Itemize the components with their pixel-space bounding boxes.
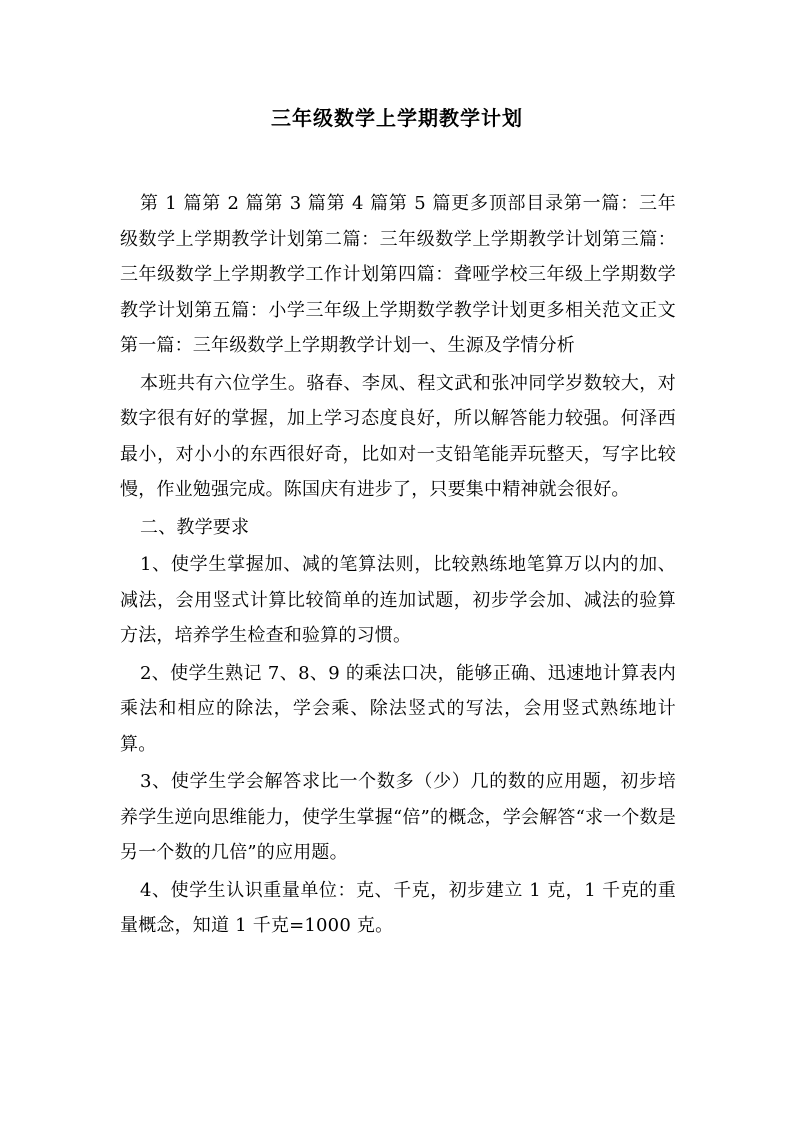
document-title: 三年级数学上学期教学计划: [271, 106, 523, 130]
requirement-item-2: 2、使学生熟记 7、8、9 的乘法口决，能够正确、迅速地计算表内乘法和相应的除法，学会乘、除法竖式的写法，会用竖式熟练地计算。: [120, 662, 676, 755]
requirement-item-1: 1、使学生掌握加、减的笔算法则，比较熟练地笔算万以内的加、减法，会用竖式计算比较简单的连加试题，初步学会加、减法的验算方法，培养学生检查和验算的习惯。: [120, 554, 676, 646]
paragraph-student-analysis: 本班共有六位学生。骆春、李凤、程文武和张冲同学岁数较大，对数字很有好的掌握，加上学习态度良好，所以解答能力较强。何泽西最小，对小小的东西很好奇，比如对一支铅笔能弄玩整天，写字比较慢，作业勉强完成。陈国庆有进步了，只要集中精神就会很好。: [120, 372, 676, 500]
section-heading-teaching-requirements: 二、教学要求: [140, 516, 250, 538]
document-body: [120, 186, 676, 946]
requirement-item-4: 4、使学生认识重量单位：克、千克，初步建立 1 克，1 千克的重量概念，知道 1 千克=1000 克。: [120, 879, 676, 936]
requirement-item-3: 3、使学生学会解答求比一个数多（少）几的数的应用题，初步培养学生逆向思维能力，使学生掌握“倍”的概念，学会解答“求一个数是另一个数的几倍”的应用题。: [120, 771, 677, 863]
paragraph-toc: 第 1 篇第 2 篇第 3 篇第 4 篇第 5 篇更多顶部目录第一篇：三年级数学上学期教学计划第二篇：三年级数学上学期教学计划第三篇：三年级数学上学期教学工作计划第四篇：聋哑学校三年级上学期数学教学计划第五篇：小学三年级上学期数学教学计划更多相关范文正文第一篇：三年级数学上学期教学计划一、生源及学情分析: [120, 193, 676, 356]
